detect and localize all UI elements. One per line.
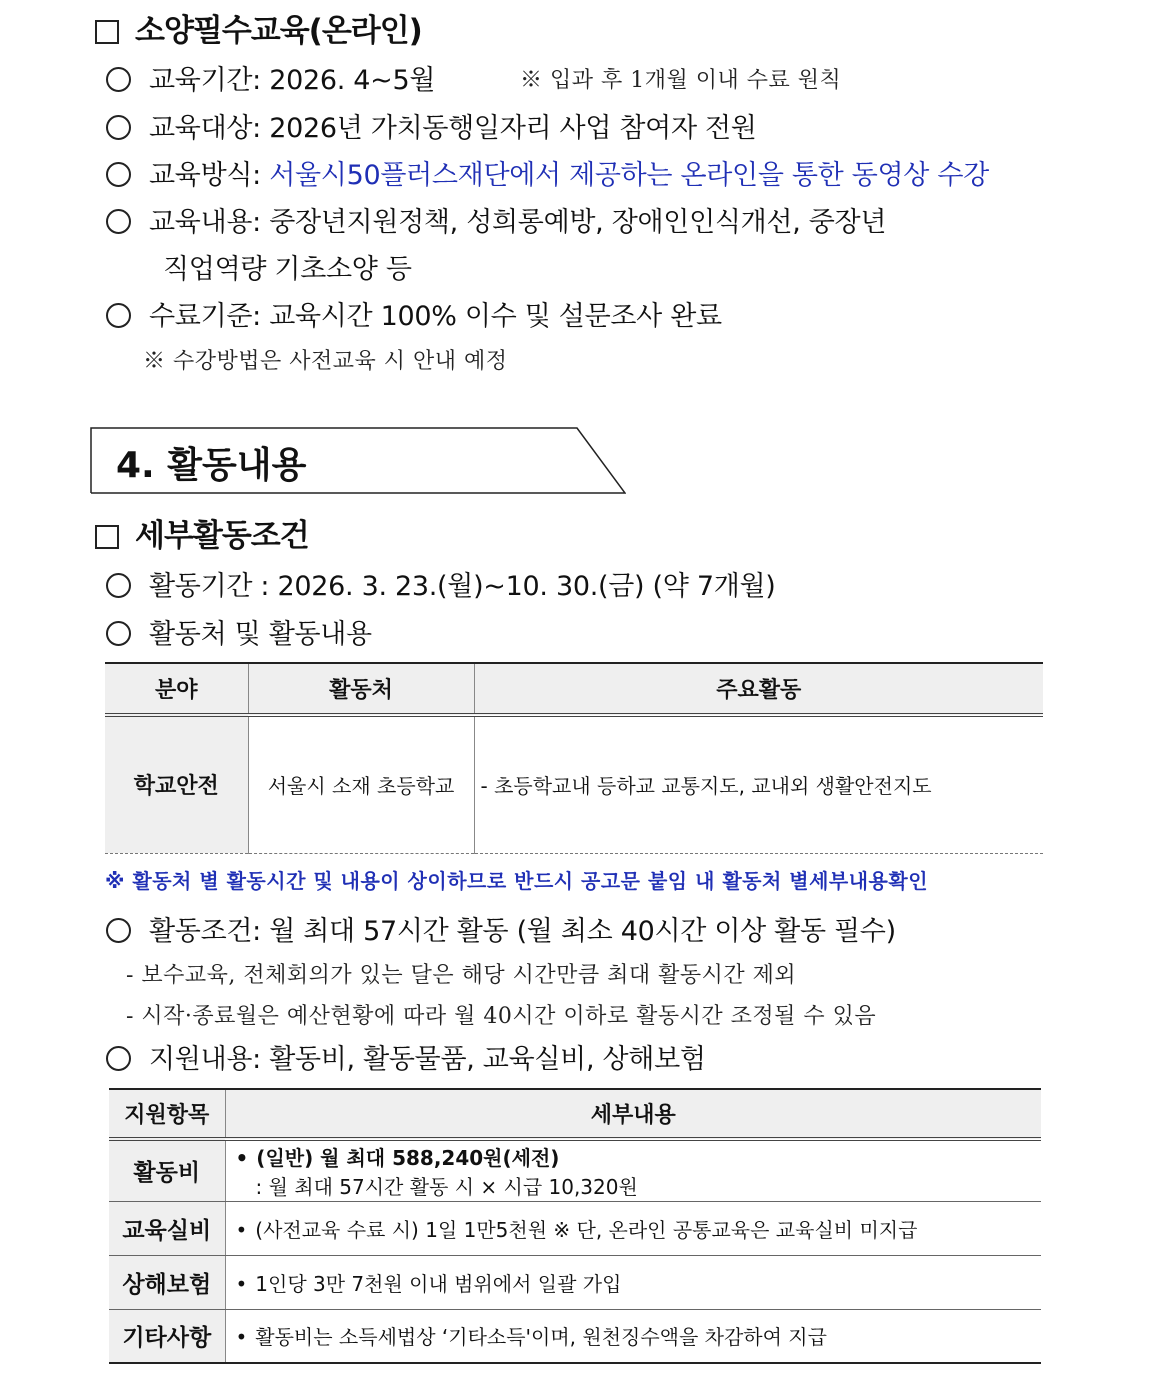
circle-bullet-icon bbox=[106, 918, 131, 943]
edu-criteria: 수료기준: 교육시간 100% 이수 및 설문조사 완료 bbox=[106, 294, 722, 333]
header-support-detail: 세부내용 bbox=[225, 1089, 1041, 1139]
circle-bullet-icon bbox=[106, 209, 131, 234]
cell-activity: - 초등학교내 등하교 교통지도, 교내외 생활안전지도 bbox=[474, 715, 1043, 853]
table-row bbox=[109, 1139, 1041, 1201]
circle-bullet-icon bbox=[106, 573, 131, 598]
edu-method-value: 서울시50플러스재단에서 제공하는 온라인을 통한 동영상 수강 bbox=[269, 160, 989, 191]
support-label: 상해보험 bbox=[109, 1255, 225, 1309]
support-table bbox=[109, 1088, 1041, 1364]
condition-note-2: - 시작·종료월은 예산현황에 따라 월 40시간 이하로 활동시간 조정될 수 있음 bbox=[126, 1004, 877, 1029]
circle-bullet-icon bbox=[106, 67, 131, 92]
activity-period: 활동기간 : 2026. 3. 23.(월)~10. 30.(금) (약 7개월) bbox=[106, 564, 776, 603]
support-detail: • 활동비는 소득세법상 ‘기타소득'이며, 원천징수액을 차감하여 지급 bbox=[225, 1309, 1041, 1363]
circle-bullet-icon bbox=[106, 303, 131, 328]
circle-bullet-icon bbox=[106, 1046, 131, 1071]
support-label: 교육실비 bbox=[109, 1201, 225, 1255]
activity-conditions: 활동조건: 월 최대 57시간 활동 (월 최소 40시간 이상 활동 필수) bbox=[106, 909, 896, 948]
edu-period: 교육기간: 2026. 4~5월 bbox=[106, 58, 435, 97]
support-detail: • (사전교육 수료 시) 1일 1만5천원 ※ 단, 온라인 공통교육은 교육실비 미지급 bbox=[225, 1201, 1041, 1255]
section-title: 4. 활동내용 bbox=[116, 445, 307, 486]
support-detail-subline: : 월 최대 57시간 활동 시 × 시급 10,320원 bbox=[255, 1174, 638, 1199]
header-activity: 주요활동 bbox=[474, 663, 1043, 715]
table-header-row bbox=[105, 663, 1043, 715]
square-bullet-icon bbox=[95, 20, 119, 44]
detail-heading: 세부활동조건 bbox=[95, 510, 309, 555]
edu-method: 교육방식: 서울시50플러스재단에서 제공하는 온라인을 통한 동영상 수강 bbox=[106, 153, 989, 192]
header-support-item: 지원항목 bbox=[109, 1089, 225, 1139]
edu-criteria-note: ※ 수강방법은 사전교육 시 안내 예정 bbox=[143, 349, 508, 374]
edu-heading: 소양필수교육(온라인) bbox=[95, 5, 422, 50]
header-place: 활동처 bbox=[248, 663, 474, 715]
condition-note-1: - 보수교육, 전체회의가 있는 달은 해당 시간만큼 최대 활동시간 제외 bbox=[126, 963, 797, 988]
circle-bullet-icon bbox=[106, 162, 131, 187]
edu-content: 교육내용: 중장년지원정책, 성희롱예방, 장애인인식개선, 중장년 bbox=[106, 200, 886, 239]
table-row bbox=[109, 1309, 1041, 1363]
support-label: 기타사항 bbox=[109, 1309, 225, 1363]
warning-note: ※ 활동처 별 활동시간 및 내용이 상이하므로 반드시 공고문 붙임 내 활동처 별세부내용확인 bbox=[105, 869, 929, 893]
table-row bbox=[109, 1201, 1041, 1255]
edu-target: 교육대상: 2026년 가치동행일자리 사업 참여자 전원 bbox=[106, 106, 757, 145]
support-detail bbox=[225, 1139, 1041, 1201]
activity-table bbox=[105, 662, 1043, 854]
support-detail: • 1인당 3만 7천원 이내 범위에서 일괄 가입 bbox=[225, 1255, 1041, 1309]
circle-bullet-icon bbox=[106, 115, 131, 140]
cell-place: 서울시 소재 초등학교 bbox=[248, 715, 474, 853]
table-row bbox=[105, 715, 1043, 853]
support-detail-line: • (일반) 월 최대 588,240원(세전) bbox=[235, 1145, 560, 1170]
cell-field: 학교안전 bbox=[105, 715, 248, 853]
square-bullet-icon bbox=[95, 525, 119, 549]
circle-bullet-icon bbox=[106, 621, 131, 646]
header-field: 분야 bbox=[105, 663, 248, 715]
activity-place-heading: 활동처 및 활동내용 bbox=[106, 612, 372, 651]
section-banner bbox=[90, 427, 626, 494]
table-row bbox=[109, 1255, 1041, 1309]
support-content: 지원내용: 활동비, 활동물품, 교육실비, 상해보험 bbox=[106, 1037, 706, 1076]
edu-period-note: ※ 입과 후 1개월 이내 수료 원칙 bbox=[520, 68, 842, 93]
support-label: 활동비 bbox=[109, 1139, 225, 1201]
edu-content-line2: 직업역량 기초소양 등 bbox=[163, 254, 412, 285]
table-header-row bbox=[109, 1089, 1041, 1139]
